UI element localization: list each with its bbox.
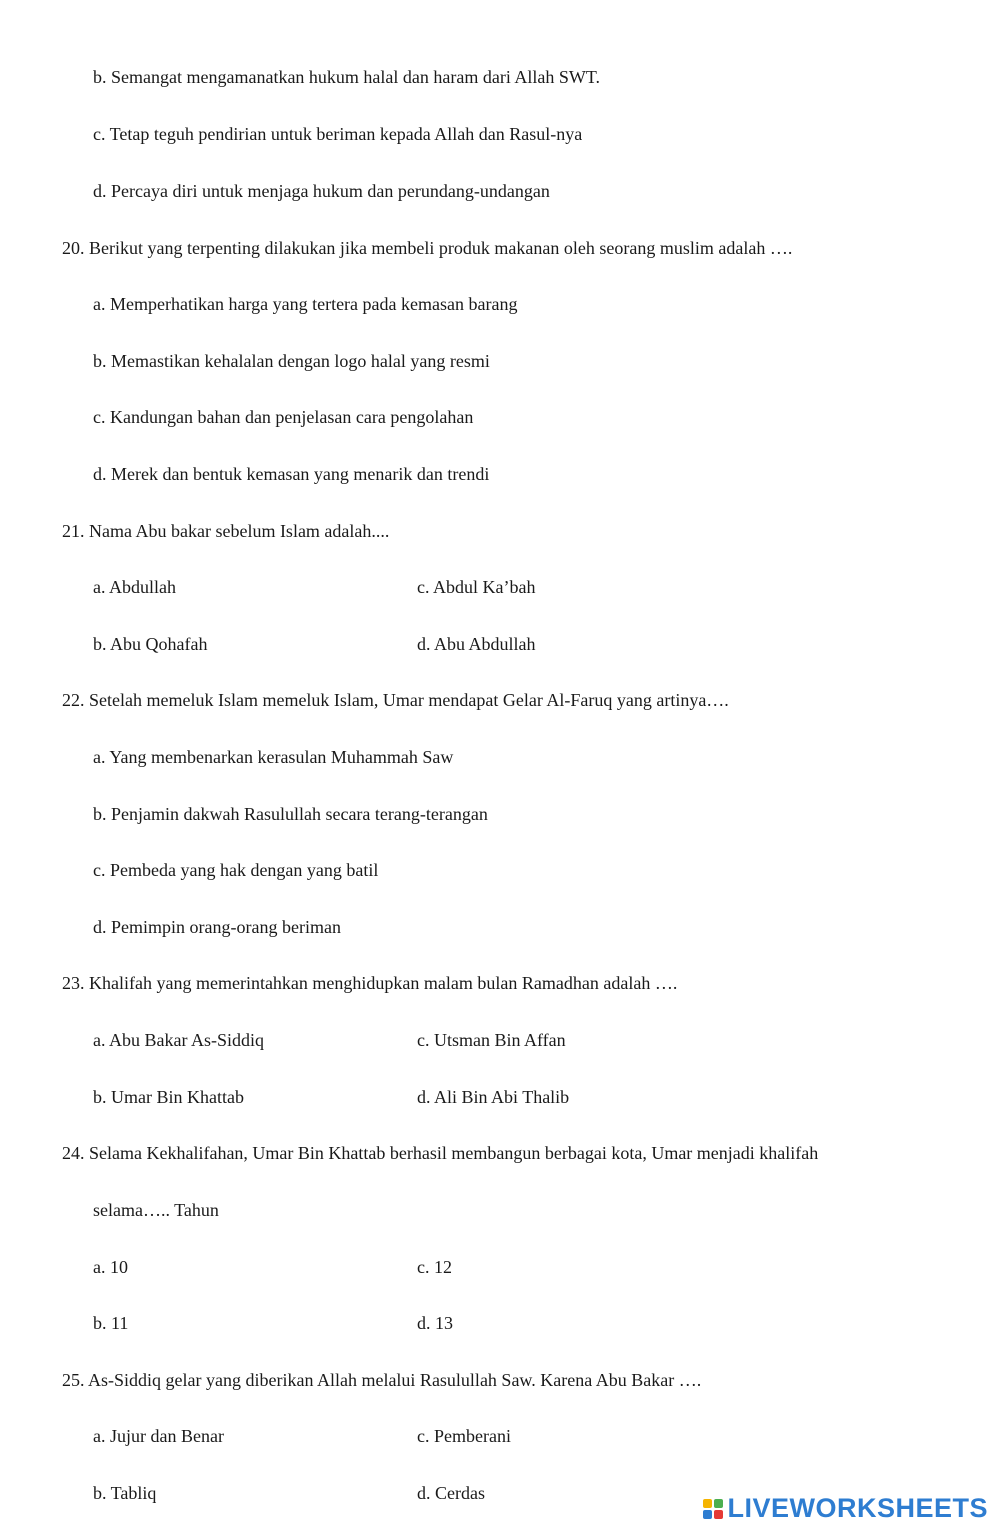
question-21-option-b: b. Abu Qohafah <box>93 634 208 654</box>
option-d: d. Percaya diri untuk menjaga hukum dan perundang-undangan <box>93 181 550 201</box>
question-24-option-a: a. 10 <box>93 1257 128 1277</box>
question-22-option-d: d. Pemimpin orang-orang beriman <box>93 917 341 937</box>
question-22: 22. Setelah memeluk Islam memeluk Islam, Umar mendapat Gelar Al-Faruq yang artinya…. <box>62 690 729 710</box>
question-24-continuation: selama….. Tahun <box>93 1200 219 1220</box>
option-c: c. Tetap teguh pendirian untuk beriman kepada Allah dan Rasul-nya <box>93 124 583 144</box>
question-24-option-c: c. 12 <box>417 1257 452 1277</box>
question-20-option-d: d. Merek dan bentuk kemasan yang menarik dan trendi <box>93 464 490 484</box>
question-25: 25. As-Siddiq gelar yang diberikan Allah melalui Rasulullah Saw. Karena Abu Bakar …. <box>62 1370 702 1390</box>
liveworksheets-logo <box>703 1493 988 1524</box>
question-23-option-d: d. Ali Bin Abi Thalib <box>417 1087 570 1107</box>
question-24-option-d: d. 13 <box>417 1313 453 1333</box>
question-23-option-c: c. Utsman Bin Affan <box>417 1030 566 1050</box>
question-24-option-b: b. 11 <box>93 1313 129 1333</box>
question-20: 20. Berikut yang terpenting dilakukan jika membeli produk makanan oleh seorang muslim adalah …. <box>62 238 793 258</box>
question-22-option-b: b. Penjamin dakwah Rasulullah secara terang-terangan <box>93 804 488 824</box>
option-b: b. Semangat mengamanatkan hukum halal dan haram dari Allah SWT. <box>93 67 601 87</box>
question-22-option-c: c. Pembeda yang hak dengan yang batil <box>93 860 379 880</box>
question-20-option-b: b. Memastikan kehalalan dengan logo halal yang resmi <box>93 351 490 371</box>
question-23-option-a: a. Abu Bakar As-Siddiq <box>93 1030 264 1050</box>
question-23-option-b: b. Umar Bin Khattab <box>93 1087 244 1107</box>
question-20-option-a: a. Memperhatikan harga yang tertera pada kemasan barang <box>93 294 518 314</box>
liveworksheets-logo-icon <box>703 1499 723 1519</box>
question-21: 21. Nama Abu bakar sebelum Islam adalah.... <box>62 521 390 541</box>
question-21-option-d: d. Abu Abdullah <box>417 634 536 654</box>
question-25-option-a: a. Jujur dan Benar <box>93 1426 224 1446</box>
liveworksheets-logo-text: LIVEWORKSHEETS <box>727 1493 988 1523</box>
question-23: 23. Khalifah yang memerintahkan menghidupkan malam bulan Ramadhan adalah …. <box>62 973 678 993</box>
question-25-option-c: c. Pemberani <box>417 1426 511 1446</box>
question-25-option-d: d. Cerdas <box>417 1483 485 1503</box>
question-25-option-b: b. Tabliq <box>93 1483 157 1503</box>
question-20-option-c: c. Kandungan bahan dan penjelasan cara pengolahan <box>93 407 474 427</box>
question-21-option-a: a. Abdullah <box>93 577 176 597</box>
question-21-option-c: c. Abdul Ka’bah <box>417 577 536 597</box>
question-22-option-a: a. Yang membenarkan kerasulan Muhammah Saw <box>93 747 454 767</box>
question-24: 24. Selama Kekhalifahan, Umar Bin Khattab berhasil membangun berbagai kota, Umar menjadi khalifah <box>62 1143 819 1163</box>
